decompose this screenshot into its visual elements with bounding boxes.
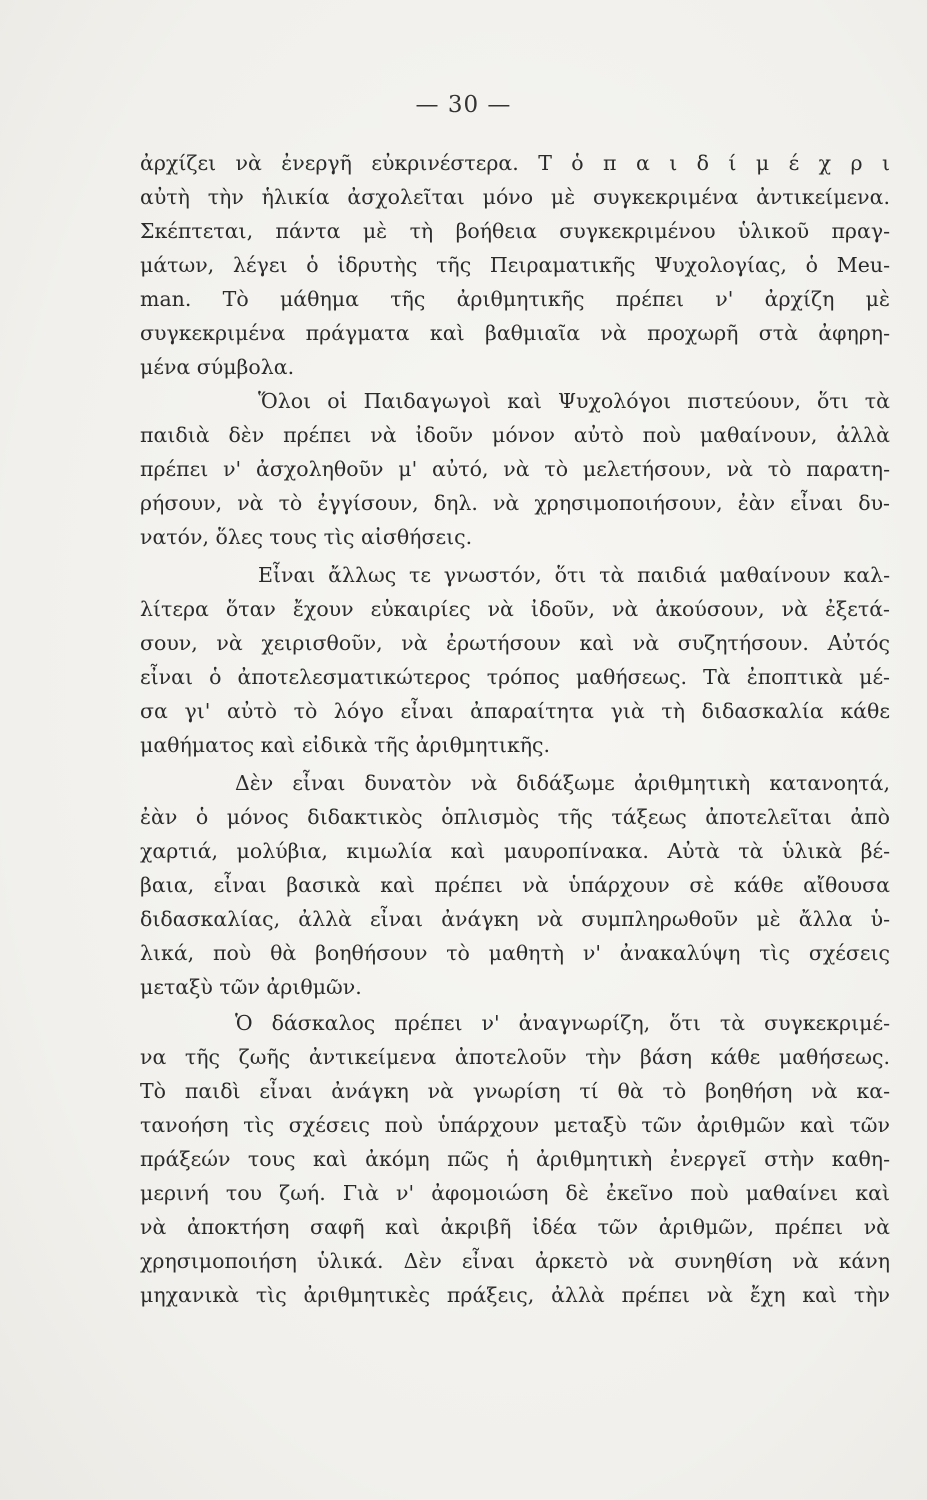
text-line: ἀρχίζει νὰ ἐνεργῆ εὐκρινέστερα. Τ ὁ π α ι δ ί μ έ χ ρ ι — [140, 151, 890, 175]
text-line: μάτων, λέγει ὁ ἱδρυτὴς τῆς Πειραματικῆς Ψυχολογίας, ὁ Meu- — [140, 253, 890, 277]
text-line: πρέπει ν' ἀσχοληθοῦν μ' αὐτό, νὰ τὸ μελετήσουν, νὰ τὸ παρατη- — [140, 457, 890, 481]
text-line: εἶναι ὁ ἀποτελεσματικώτερος τρόπος μαθήσεως. Τὰ ἐποπτικὰ μέ- — [140, 665, 890, 689]
page-number: — 30 — — [415, 92, 512, 118]
text-line: Τὸ παιδὶ εἶναι ἀνάγκη νὰ γνωρίση τί θὰ τὸ βοηθήση νὰ κα- — [140, 1079, 890, 1103]
text-line: Δὲν εἶναι δυνατὸν νὰ διδάξωμε ἀριθμητικὴ κατανοητά, — [235, 771, 890, 795]
text-line: ρήσουν, νὰ τὸ ἐγγίσουν, δηλ. νὰ χρησιμοποιήσουν, ἐὰν εἶναι δυ- — [140, 491, 890, 515]
text-line: μεταξὺ τῶν ἀριθμῶν. — [140, 975, 362, 999]
text-line: παιδιὰ δὲν πρέπει νὰ ἰδοῦν μόνον αὐτὸ ποὺ μαθαίνουν, ἀλλὰ — [140, 423, 890, 447]
text-line: λίτερα ὅταν ἔχουν εὐκαιρίες νὰ ἰδοῦν, νὰ ἀκούσουν, νὰ ἐξετά- — [140, 597, 890, 621]
text-line: νὰ ἀποκτήση σαφῆ καὶ ἀκριβῆ ἰδέα τῶν ἀριθμῶν, πρέπει νὰ — [140, 1215, 890, 1239]
text-line: σα γι' αὐτὸ τὸ λόγο εἶναι ἀπαραίτητα γιὰ τὴ διδασκαλία κάθε — [140, 699, 890, 723]
text-line: νατόν, ὅλες τους τὶς αἰσθήσεις. — [140, 525, 473, 549]
text-line: πράξεών τους καὶ ἀκόμη πῶς ἡ ἀριθμητικὴ ἐνεργεῖ στὴν καθη- — [140, 1147, 890, 1171]
text-line: Ὅλοι οἱ Παιδαγωγοὶ καὶ Ψυχολόγοι πιστεύουν, ὅτι τὰ — [258, 389, 890, 413]
text-line: man. Τὸ μάθημα τῆς ἀριθμητικῆς πρέπει ν' ἀρχίζη μὲ — [140, 287, 890, 311]
text-line: μηχανικὰ τὶς ἀριθμητικὲς πράξεις, ἀλλὰ πρέπει νὰ ἔχη καὶ τὴν — [140, 1283, 890, 1307]
text-line: χρησιμοποιήση ὑλικά. Δὲν εἶναι ἀρκετὸ νὰ συνηθίση νὰ κάνη — [140, 1249, 890, 1273]
text-line: λικά, ποὺ θὰ βοηθήσουν τὸ μαθητὴ ν' ἀνακαλύψη τὶς σχέσεις — [140, 941, 890, 965]
text-line: μαθήματος καὶ εἰδικὰ τῆς ἀριθμητικῆς. — [140, 733, 551, 757]
text-line: βαια, εἶναι βασικὰ καὶ πρέπει νὰ ὑπάρχουν σὲ κάθε αἴθουσα — [140, 873, 890, 897]
text-line: σουν, νὰ χειρισθοῦν, νὰ ἐρωτήσουν καὶ νὰ συζητήσουν. Αὐτός — [140, 631, 890, 655]
text-line: μερινή του ζωή. Γιὰ ν' ἀφομοιώση δὲ ἐκεῖνο ποὺ μαθαίνει καὶ — [140, 1181, 890, 1205]
text-line: Εἶναι ἄλλως τε γνωστόν, ὅτι τὰ παιδιά μαθαίνουν καλ- — [258, 563, 890, 587]
text-line: Ὁ δάσκαλος πρέπει ν' ἀναγνωρίζη, ὅτι τὰ συγκεκριμέ- — [235, 1011, 890, 1035]
text-line: αὐτὴ τὴν ἡλικία ἀσχολεῖται μόνο μὲ συγκεκριμένα ἀντικείμενα. — [140, 185, 890, 209]
text-line: να τῆς ζωῆς ἀντικείμενα ἀποτελοῦν τὴν βάση κάθε μαθήσεως. — [140, 1045, 890, 1069]
text-line: χαρτιά, μολύβια, κιμωλία καὶ μαυροπίνακα. Αὐτὰ τὰ ὑλικὰ βέ- — [140, 839, 890, 863]
text-line: τανοήση τὶς σχέσεις ποὺ ὑπάρχουν μεταξὺ τῶν ἀριθμῶν καὶ τῶν — [140, 1113, 890, 1137]
text-line: μένα σύμβολα. — [140, 355, 295, 379]
text-line: διδασκαλίας, ἀλλὰ εἶναι ἀνάγκη νὰ συμπληρωθοῦν μὲ ἄλλα ὑ- — [140, 907, 890, 931]
text-line: συγκεκριμένα πράγματα καὶ βαθμιαῖα νὰ προχωρῆ στὰ ἀφηρη- — [140, 321, 890, 345]
text-line: ἐὰν ὁ μόνος διδακτικὸς ὁπλισμὸς τῆς τάξεως ἀποτελεῖται ἀπὸ — [140, 805, 890, 829]
text-line: Σκέπτεται, πάντα μὲ τὴ βοήθεια συγκεκριμένου ὑλικοῦ πραγ- — [140, 219, 890, 243]
